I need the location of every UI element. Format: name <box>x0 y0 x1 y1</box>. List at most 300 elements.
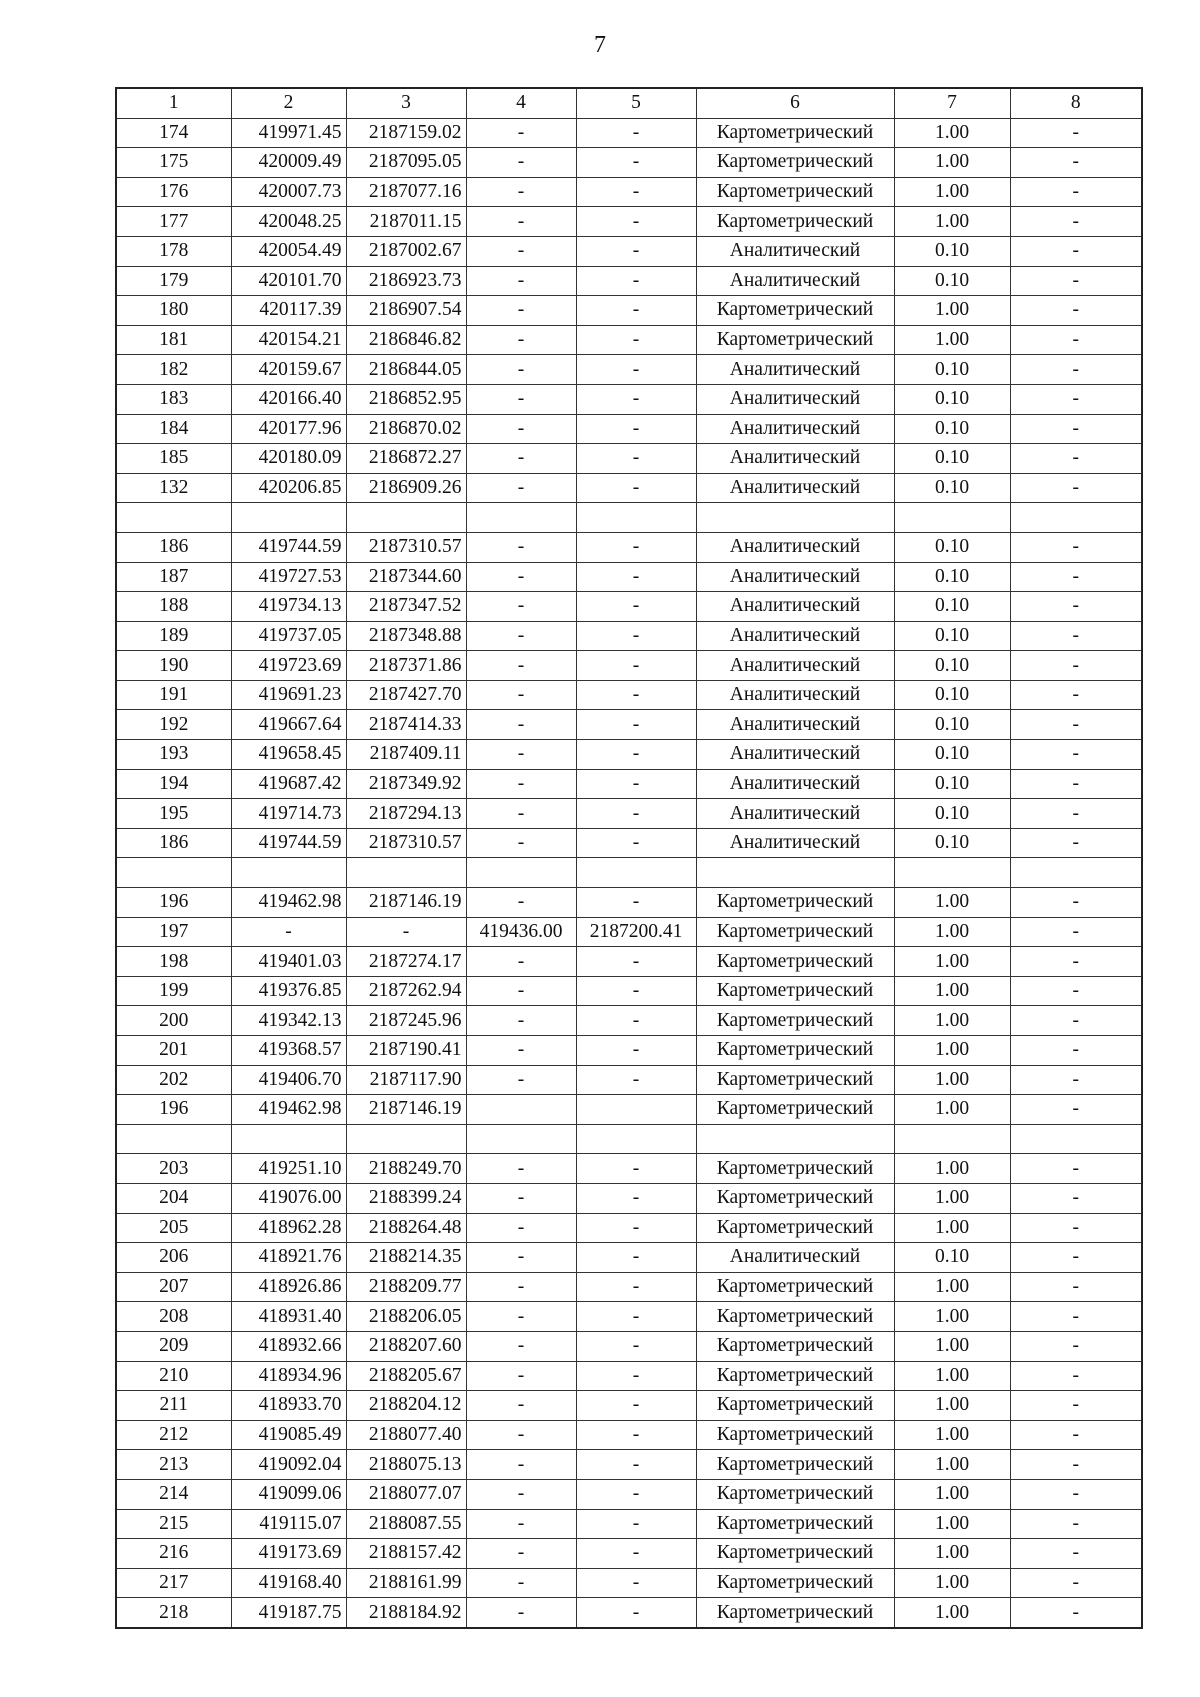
cell-point-number: 206 <box>116 1243 231 1273</box>
cell-x-new-coordinate: - <box>466 1065 576 1095</box>
cell-x-coordinate: 419251.10 <box>231 1154 346 1184</box>
cell-accuracy: 1.00 <box>894 1509 1010 1539</box>
cell-x-coordinate: 418934.96 <box>231 1361 346 1391</box>
cell-y-coordinate: 2187159.02 <box>346 118 466 148</box>
cell-y-coordinate: 2187095.05 <box>346 148 466 178</box>
cell-accuracy: 1.00 <box>894 325 1010 355</box>
cell-note: - <box>1010 1450 1142 1480</box>
cell-accuracy: 1.00 <box>894 1598 1010 1628</box>
cell-point-number: 183 <box>116 384 231 414</box>
cell-x-new-coordinate <box>466 858 576 888</box>
table-row <box>116 1331 1142 1361</box>
cell-y-coordinate: 2188399.24 <box>346 1183 466 1213</box>
cell-y-new-coordinate: - <box>576 976 696 1006</box>
cell-note: - <box>1010 118 1142 148</box>
table-row <box>116 532 1142 562</box>
cell-y-new-coordinate: - <box>576 444 696 474</box>
cell-method: Картометрический <box>696 1391 894 1421</box>
cell-x-new-coordinate <box>466 1095 576 1125</box>
cell-x-coordinate: 419085.49 <box>231 1420 346 1450</box>
cell-x-coordinate: 419187.75 <box>231 1598 346 1628</box>
table-row <box>116 1450 1142 1480</box>
cell-x-coordinate: 420117.39 <box>231 296 346 326</box>
cell-y-new-coordinate: - <box>576 1598 696 1628</box>
table-row <box>116 1183 1142 1213</box>
cell-point-number: 204 <box>116 1183 231 1213</box>
cell-x-new-coordinate: - <box>466 1420 576 1450</box>
cell-y-new-coordinate: - <box>576 1331 696 1361</box>
cell-y-new-coordinate: - <box>576 296 696 326</box>
cell-point-number: 181 <box>116 325 231 355</box>
table-row <box>116 1036 1142 1066</box>
cell-point-number: 194 <box>116 769 231 799</box>
cell-method: Картометрический <box>696 1479 894 1509</box>
cell-x-coordinate: 419723.69 <box>231 651 346 681</box>
cell-y-coordinate: 2188161.99 <box>346 1568 466 1598</box>
cell-y-coordinate: 2186844.05 <box>346 355 466 385</box>
cell-note: - <box>1010 592 1142 622</box>
cell-note: - <box>1010 266 1142 296</box>
table-row <box>116 1420 1142 1450</box>
cell-y-coordinate: 2188214.35 <box>346 1243 466 1273</box>
cell-y-new-coordinate <box>576 858 696 888</box>
cell-accuracy: 1.00 <box>894 1568 1010 1598</box>
cell-x-new-coordinate: - <box>466 799 576 829</box>
table-row <box>116 1006 1142 1036</box>
table-row <box>116 1568 1142 1598</box>
cell-note: - <box>1010 740 1142 770</box>
cell-x-coordinate: 420177.96 <box>231 414 346 444</box>
cell-accuracy: 0.10 <box>894 236 1010 266</box>
cell-method: Аналитический <box>696 266 894 296</box>
cell-accuracy: 0.10 <box>894 769 1010 799</box>
cell-y-coordinate: 2187190.41 <box>346 1036 466 1066</box>
cell-point-number: 218 <box>116 1598 231 1628</box>
cell-point-number: 174 <box>116 118 231 148</box>
cell-note: - <box>1010 325 1142 355</box>
cell-y-new-coordinate: - <box>576 1154 696 1184</box>
cell-point-number: 211 <box>116 1391 231 1421</box>
table-row <box>116 473 1142 503</box>
table-row <box>116 1509 1142 1539</box>
cell-x-new-coordinate: - <box>466 1183 576 1213</box>
cell-note: - <box>1010 680 1142 710</box>
cell-note: - <box>1010 976 1142 1006</box>
table-row <box>116 917 1142 947</box>
table-row <box>116 1361 1142 1391</box>
cell-y-new-coordinate: - <box>576 1065 696 1095</box>
cell-x-coordinate: 418932.66 <box>231 1331 346 1361</box>
cell-note: - <box>1010 444 1142 474</box>
cell-note: - <box>1010 1302 1142 1332</box>
cell-y-coordinate: 2188205.67 <box>346 1361 466 1391</box>
cell-x-new-coordinate: - <box>466 769 576 799</box>
cell-x-new-coordinate: - <box>466 148 576 178</box>
table-row <box>116 1065 1142 1095</box>
cell-note <box>1010 1124 1142 1154</box>
cell-x-new-coordinate: - <box>466 296 576 326</box>
cell-method: Картометрический <box>696 1509 894 1539</box>
cell-x-coordinate: 419727.53 <box>231 562 346 592</box>
cell-method: Картометрический <box>696 888 894 918</box>
cell-y-new-coordinate: - <box>576 1036 696 1066</box>
cell-note: - <box>1010 1509 1142 1539</box>
cell-method: Картометрический <box>696 1213 894 1243</box>
cell-y-coordinate: 2187409.11 <box>346 740 466 770</box>
cell-y-coordinate: 2187011.15 <box>346 207 466 237</box>
cell-point-number: 186 <box>116 532 231 562</box>
cell-y-new-coordinate: - <box>576 562 696 592</box>
cell-x-new-coordinate: - <box>466 236 576 266</box>
cell-x-coordinate: 419099.06 <box>231 1479 346 1509</box>
cell-x-coordinate: 420009.49 <box>231 148 346 178</box>
cell-y-new-coordinate: - <box>576 355 696 385</box>
cell-x-new-coordinate: - <box>466 888 576 918</box>
cell-accuracy: 0.10 <box>894 592 1010 622</box>
cell-point-number: 209 <box>116 1331 231 1361</box>
cell-note <box>1010 503 1142 533</box>
cell-method: Картометрический <box>696 1095 894 1125</box>
cell-x-coordinate: 419737.05 <box>231 621 346 651</box>
cell-y-coordinate: - <box>346 917 466 947</box>
cell-point-number: 191 <box>116 680 231 710</box>
cell-note: - <box>1010 473 1142 503</box>
cell-x-coordinate: 420154.21 <box>231 325 346 355</box>
coordinates-table <box>115 87 1143 1629</box>
table-row <box>116 947 1142 977</box>
cell-x-coordinate: 419744.59 <box>231 828 346 858</box>
cell-x-coordinate: 419406.70 <box>231 1065 346 1095</box>
cell-y-new-coordinate <box>576 1124 696 1154</box>
cell-y-coordinate: 2186852.95 <box>346 384 466 414</box>
cell-x-new-coordinate: - <box>466 976 576 1006</box>
cell-x-new-coordinate: - <box>466 947 576 977</box>
cell-method: Картометрический <box>696 118 894 148</box>
cell-x-new-coordinate: - <box>466 1243 576 1273</box>
cell-accuracy: 0.10 <box>894 680 1010 710</box>
cell-x-new-coordinate: - <box>466 621 576 651</box>
cell-x-new-coordinate: - <box>466 1391 576 1421</box>
cell-y-new-coordinate: - <box>576 414 696 444</box>
cell-accuracy: 0.10 <box>894 799 1010 829</box>
cell-method: Картометрический <box>696 1361 894 1391</box>
cell-x-new-coordinate: - <box>466 680 576 710</box>
cell-point-number: 193 <box>116 740 231 770</box>
cell-accuracy: 0.10 <box>894 740 1010 770</box>
cell-accuracy: 1.00 <box>894 1006 1010 1036</box>
cell-y-new-coordinate: - <box>576 1361 696 1391</box>
cell-note: - <box>1010 236 1142 266</box>
cell-accuracy: 1.00 <box>894 1420 1010 1450</box>
cell-y-new-coordinate: - <box>576 740 696 770</box>
cell-x-coordinate: 419971.45 <box>231 118 346 148</box>
cell-method: Аналитический <box>696 799 894 829</box>
cell-y-coordinate: 2187146.19 <box>346 888 466 918</box>
cell-method: Картометрический <box>696 1154 894 1184</box>
cell-accuracy: 1.00 <box>894 1361 1010 1391</box>
cell-point-number: 198 <box>116 947 231 977</box>
cell-accuracy: 1.00 <box>894 1154 1010 1184</box>
cell-method: Картометрический <box>696 947 894 977</box>
cell-accuracy: 1.00 <box>894 1391 1010 1421</box>
cell-note: - <box>1010 769 1142 799</box>
cell-point-number: 216 <box>116 1539 231 1569</box>
table-row <box>116 710 1142 740</box>
table-row <box>116 740 1142 770</box>
cell-method: Аналитический <box>696 384 894 414</box>
cell-point-number: 187 <box>116 562 231 592</box>
cell-note: - <box>1010 1036 1142 1066</box>
cell-y-new-coordinate: - <box>576 1006 696 1036</box>
cell-accuracy: 0.10 <box>894 384 1010 414</box>
cell-accuracy: 1.00 <box>894 1479 1010 1509</box>
cell-y-new-coordinate: - <box>576 118 696 148</box>
cell-y-coordinate <box>346 503 466 533</box>
cell-note: - <box>1010 1568 1142 1598</box>
page-number: 7 <box>594 32 606 58</box>
cell-method: Картометрический <box>696 917 894 947</box>
cell-method: Аналитический <box>696 651 894 681</box>
table-row <box>116 325 1142 355</box>
cell-x-new-coordinate: - <box>466 444 576 474</box>
cell-method: Картометрический <box>696 148 894 178</box>
cell-y-new-coordinate: - <box>576 1302 696 1332</box>
cell-x-coordinate: 418931.40 <box>231 1302 346 1332</box>
cell-x-coordinate: 419667.64 <box>231 710 346 740</box>
cell-y-coordinate <box>346 858 466 888</box>
table-row <box>116 651 1142 681</box>
cell-method: Аналитический <box>696 532 894 562</box>
cell-x-coordinate: 419368.57 <box>231 1036 346 1066</box>
cell-method: Аналитический <box>696 710 894 740</box>
cell-y-new-coordinate: - <box>576 1272 696 1302</box>
cell-point-number: 214 <box>116 1479 231 1509</box>
cell-method <box>696 1124 894 1154</box>
cell-y-new-coordinate: - <box>576 1391 696 1421</box>
cell-x-coordinate: 419092.04 <box>231 1450 346 1480</box>
cell-y-new-coordinate: - <box>576 177 696 207</box>
cell-x-new-coordinate: - <box>466 1302 576 1332</box>
column-header: 3 <box>346 88 466 118</box>
cell-x-new-coordinate: - <box>466 1006 576 1036</box>
cell-point-number: 179 <box>116 266 231 296</box>
cell-accuracy: 0.10 <box>894 651 1010 681</box>
cell-method: Аналитический <box>696 355 894 385</box>
cell-point-number <box>116 1124 231 1154</box>
cell-accuracy: 1.00 <box>894 1302 1010 1332</box>
cell-y-coordinate: 2188209.77 <box>346 1272 466 1302</box>
cell-note: - <box>1010 1243 1142 1273</box>
cell-y-new-coordinate: - <box>576 1243 696 1273</box>
cell-x-new-coordinate: - <box>466 1509 576 1539</box>
cell-note: - <box>1010 562 1142 592</box>
table-row <box>116 858 1142 888</box>
cell-x-coordinate: 420166.40 <box>231 384 346 414</box>
cell-x-new-coordinate: - <box>466 325 576 355</box>
cell-point-number: 186 <box>116 828 231 858</box>
cell-note: - <box>1010 1361 1142 1391</box>
cell-y-new-coordinate: - <box>576 1539 696 1569</box>
cell-note: - <box>1010 177 1142 207</box>
cell-y-new-coordinate: - <box>576 384 696 414</box>
cell-accuracy: 1.00 <box>894 917 1010 947</box>
table-row <box>116 384 1142 414</box>
cell-y-new-coordinate: - <box>576 799 696 829</box>
cell-y-new-coordinate: - <box>576 710 696 740</box>
table-row <box>116 207 1142 237</box>
cell-y-new-coordinate: - <box>576 1213 696 1243</box>
cell-accuracy: 1.00 <box>894 207 1010 237</box>
cell-y-new-coordinate: - <box>576 325 696 355</box>
cell-accuracy: 1.00 <box>894 296 1010 326</box>
cell-y-coordinate: 2188087.55 <box>346 1509 466 1539</box>
cell-point-number: 207 <box>116 1272 231 1302</box>
table-row <box>116 1272 1142 1302</box>
cell-x-new-coordinate: - <box>466 473 576 503</box>
table-row <box>116 503 1142 533</box>
cell-x-new-coordinate: - <box>466 740 576 770</box>
cell-x-new-coordinate: - <box>466 710 576 740</box>
cell-x-new-coordinate: - <box>466 592 576 622</box>
cell-x-coordinate: 418933.70 <box>231 1391 346 1421</box>
table-row <box>116 976 1142 1006</box>
table-row <box>116 1302 1142 1332</box>
cell-accuracy: 1.00 <box>894 118 1010 148</box>
cell-note: - <box>1010 947 1142 977</box>
cell-y-coordinate: 2187349.92 <box>346 769 466 799</box>
cell-point-number: 180 <box>116 296 231 326</box>
cell-x-coordinate: 419168.40 <box>231 1568 346 1598</box>
table-row <box>116 1598 1142 1628</box>
cell-y-coordinate: 2187262.94 <box>346 976 466 1006</box>
cell-accuracy: 0.10 <box>894 532 1010 562</box>
cell-x-coordinate: 418962.28 <box>231 1213 346 1243</box>
cell-point-number: 176 <box>116 177 231 207</box>
cell-point-number: 208 <box>116 1302 231 1332</box>
cell-method: Картометрический <box>696 1331 894 1361</box>
cell-method: Картометрический <box>696 296 894 326</box>
cell-x-coordinate: 419744.59 <box>231 532 346 562</box>
cell-y-new-coordinate: - <box>576 680 696 710</box>
cell-y-coordinate: 2188207.60 <box>346 1331 466 1361</box>
cell-x-coordinate: 419342.13 <box>231 1006 346 1036</box>
cell-note: - <box>1010 414 1142 444</box>
cell-note: - <box>1010 1479 1142 1509</box>
cell-method <box>696 503 894 533</box>
cell-point-number <box>116 503 231 533</box>
cell-x-coordinate <box>231 858 346 888</box>
cell-accuracy: 1.00 <box>894 947 1010 977</box>
cell-method <box>696 858 894 888</box>
cell-point-number: 190 <box>116 651 231 681</box>
cell-x-new-coordinate: - <box>466 1598 576 1628</box>
cell-note: - <box>1010 384 1142 414</box>
table-row <box>116 1154 1142 1184</box>
cell-y-coordinate: 2187245.96 <box>346 1006 466 1036</box>
cell-x-coordinate: 419401.03 <box>231 947 346 977</box>
cell-note: - <box>1010 1183 1142 1213</box>
cell-method: Картометрический <box>696 1420 894 1450</box>
cell-y-coordinate: 2187117.90 <box>346 1065 466 1095</box>
column-header: 5 <box>576 88 696 118</box>
cell-point-number: 201 <box>116 1036 231 1066</box>
cell-x-coordinate: 419687.42 <box>231 769 346 799</box>
cell-accuracy: 1.00 <box>894 1036 1010 1066</box>
cell-x-coordinate: 419076.00 <box>231 1183 346 1213</box>
cell-accuracy: 1.00 <box>894 888 1010 918</box>
cell-x-new-coordinate: - <box>466 207 576 237</box>
cell-y-new-coordinate: - <box>576 473 696 503</box>
cell-method: Аналитический <box>696 473 894 503</box>
cell-y-coordinate: 2187294.13 <box>346 799 466 829</box>
cell-point-number: 197 <box>116 917 231 947</box>
cell-x-coordinate: - <box>231 917 346 947</box>
cell-note: - <box>1010 1391 1142 1421</box>
cell-x-new-coordinate: - <box>466 1154 576 1184</box>
cell-note: - <box>1010 1272 1142 1302</box>
cell-point-number: 217 <box>116 1568 231 1598</box>
cell-x-coordinate: 419658.45 <box>231 740 346 770</box>
table-row <box>116 562 1142 592</box>
cell-accuracy: 1.00 <box>894 177 1010 207</box>
table-row <box>116 1243 1142 1273</box>
cell-note: - <box>1010 532 1142 562</box>
cell-y-new-coordinate <box>576 503 696 533</box>
cell-y-coordinate: 2187077.16 <box>346 177 466 207</box>
cell-point-number: 213 <box>116 1450 231 1480</box>
cell-y-new-coordinate: - <box>576 947 696 977</box>
cell-y-coordinate: 2187274.17 <box>346 947 466 977</box>
cell-accuracy <box>894 503 1010 533</box>
cell-method: Картометрический <box>696 1568 894 1598</box>
cell-accuracy: 1.00 <box>894 1065 1010 1095</box>
cell-y-coordinate: 2188077.07 <box>346 1479 466 1509</box>
table-row <box>116 1124 1142 1154</box>
cell-method: Аналитический <box>696 740 894 770</box>
table-row <box>116 296 1142 326</box>
cell-accuracy: 1.00 <box>894 1450 1010 1480</box>
cell-method: Картометрический <box>696 1272 894 1302</box>
cell-x-new-coordinate: - <box>466 384 576 414</box>
cell-method: Картометрический <box>696 1036 894 1066</box>
table-row <box>116 592 1142 622</box>
cell-y-new-coordinate: - <box>576 1450 696 1480</box>
cell-accuracy: 0.10 <box>894 562 1010 592</box>
cell-note: - <box>1010 888 1142 918</box>
column-header: 7 <box>894 88 1010 118</box>
cell-note <box>1010 858 1142 888</box>
cell-y-coordinate: 2188075.13 <box>346 1450 466 1480</box>
cell-y-new-coordinate: - <box>576 1509 696 1539</box>
cell-accuracy: 0.10 <box>894 414 1010 444</box>
column-header: 8 <box>1010 88 1142 118</box>
cell-point-number: 205 <box>116 1213 231 1243</box>
cell-accuracy: 0.10 <box>894 1243 1010 1273</box>
cell-y-new-coordinate: - <box>576 1479 696 1509</box>
table-row <box>116 621 1142 651</box>
cell-method: Аналитический <box>696 444 894 474</box>
cell-note: - <box>1010 621 1142 651</box>
table-row <box>116 355 1142 385</box>
cell-method: Аналитический <box>696 414 894 444</box>
cell-method: Картометрический <box>696 177 894 207</box>
cell-accuracy: 1.00 <box>894 1272 1010 1302</box>
cell-note: - <box>1010 1420 1142 1450</box>
cell-y-new-coordinate: - <box>576 828 696 858</box>
table-row <box>116 1479 1142 1509</box>
cell-x-coordinate: 419714.73 <box>231 799 346 829</box>
column-header: 1 <box>116 88 231 118</box>
